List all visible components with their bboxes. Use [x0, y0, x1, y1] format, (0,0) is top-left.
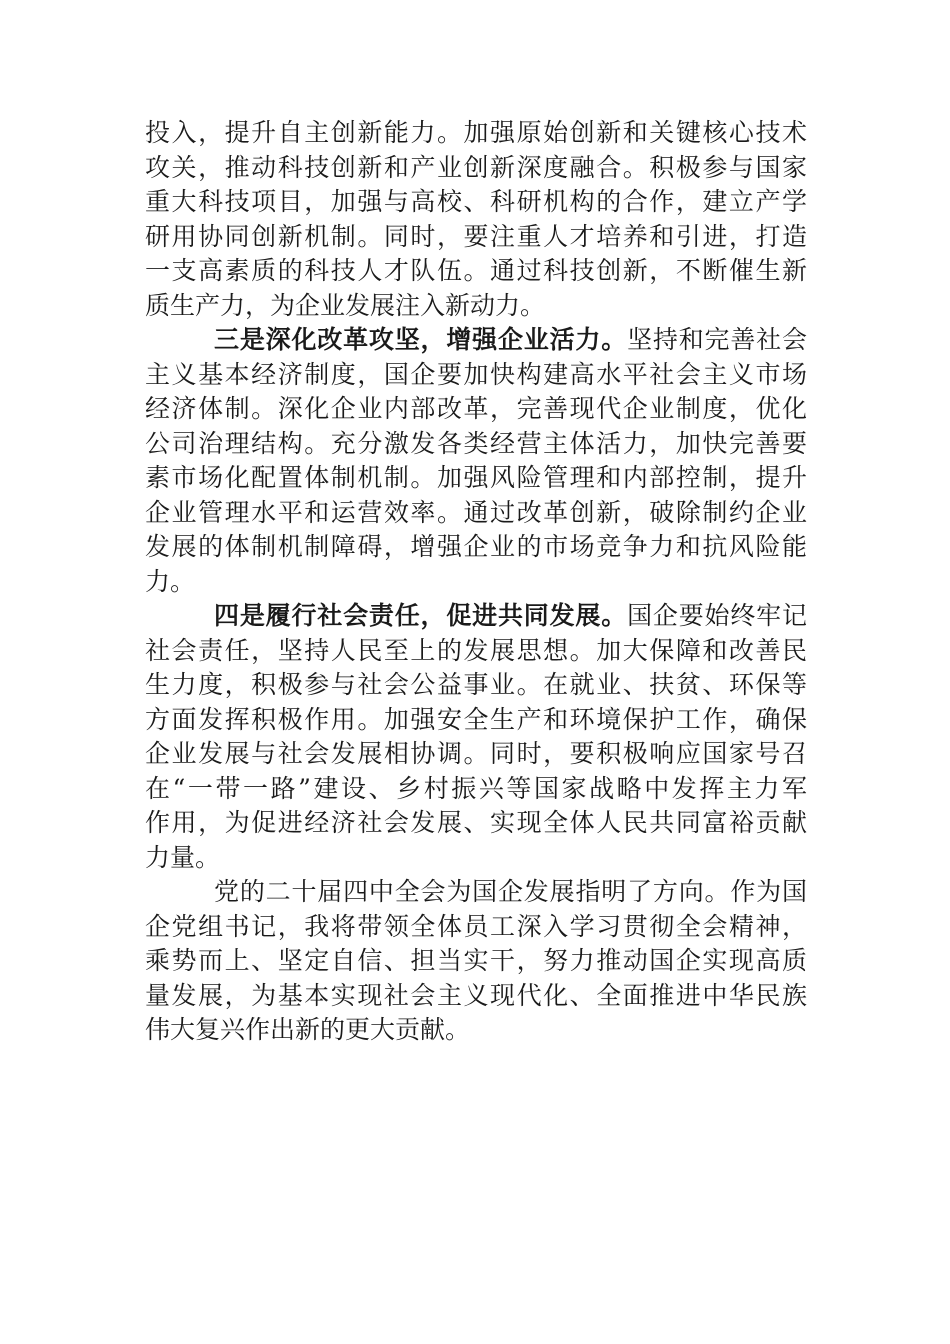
- section-heading: 四是履行社会责任，促进共同发展。: [214, 601, 628, 630]
- text-line: 公司治理结构。充分激发各类经营主体活力，加快完善要: [145, 428, 807, 458]
- text-line: 质生产力，为企业发展注入新动力。: [145, 290, 546, 320]
- text-line: 主义基本经济制度，国企要加快构建高水平社会主义市场: [145, 359, 807, 389]
- text-line: 企业发展与社会发展相协调。同时，要积极响应国家号召: [145, 739, 807, 768]
- text-line: 在“一带一路”建设、乡村振兴等国家战略中发挥主力军: [145, 773, 807, 803]
- text-run: 国企要始终牢记: [627, 601, 807, 630]
- text-line: 伟大复兴作出新的更大贡献。: [145, 1015, 471, 1044]
- text-line: 攻关，推动科技创新和产业创新深度融合。积极参与国家: [145, 152, 807, 182]
- text-line: 力。: [145, 566, 196, 596]
- text-line: 企业管理水平和运营效率。通过改革创新，破除制约企业: [145, 497, 807, 527]
- paragraph-conclusion: [145, 875, 807, 1048]
- text-line: 投入，提升自主创新能力。加强原始创新和关键核心技术: [145, 118, 807, 147]
- text-line: 经济体制。深化企业内部改革，完善现代企业制度，优化: [145, 394, 807, 423]
- text-line: 乘势而上、坚定自信、担当实干，努力推动国企实现高质: [145, 946, 807, 975]
- text-line: 发展的体制机制障碍，增强企业的市场竞争力和抗风险能: [145, 532, 807, 561]
- paragraph-innovation-continuation: [145, 116, 807, 323]
- section-heading: 三是深化改革攻坚，增强企业活力。: [214, 325, 628, 354]
- text-line: 社会责任，坚持人民至上的发展思想。加大保障和改善民: [145, 635, 807, 665]
- paragraph-social-responsibility: [145, 599, 807, 875]
- text-line: 力量。: [145, 842, 221, 872]
- document-page: [145, 116, 807, 1048]
- text-line: 量发展，为基本实现社会主义现代化、全面推进中华民族: [145, 980, 807, 1010]
- text-line: 作用，为促进经济社会发展、实现全体人民共同富裕贡献: [145, 808, 807, 837]
- text-line: 方面发挥积极作用。加强安全生产和环境保护工作，确保: [145, 704, 807, 734]
- text-line: [145, 323, 807, 358]
- text-line: 党的二十届四中全会为国企发展指明了方向。作为国: [214, 877, 807, 906]
- text-line: 生力度，积极参与社会公益事业。在就业、扶贫、环保等: [145, 670, 807, 699]
- text-line: 重大科技项目，加强与高校、科研机构的合作，建立产学: [145, 187, 807, 216]
- text-line: [145, 599, 807, 634]
- text-line: 企党组书记，我将带领全体员工深入学习贯彻全会精神，: [145, 911, 807, 941]
- text-line: 研用协同创新机制。同时，要注重人才培养和引进，打造: [145, 221, 807, 251]
- paragraph-reform: [145, 323, 807, 599]
- text-run: 坚持和完善社会: [627, 325, 807, 354]
- text-line: 一支高素质的科技人才队伍。通过科技创新，不断催生新: [145, 256, 807, 285]
- text-line: 素市场化配置体制机制。加强风险管理和内部控制，提升: [145, 463, 807, 492]
